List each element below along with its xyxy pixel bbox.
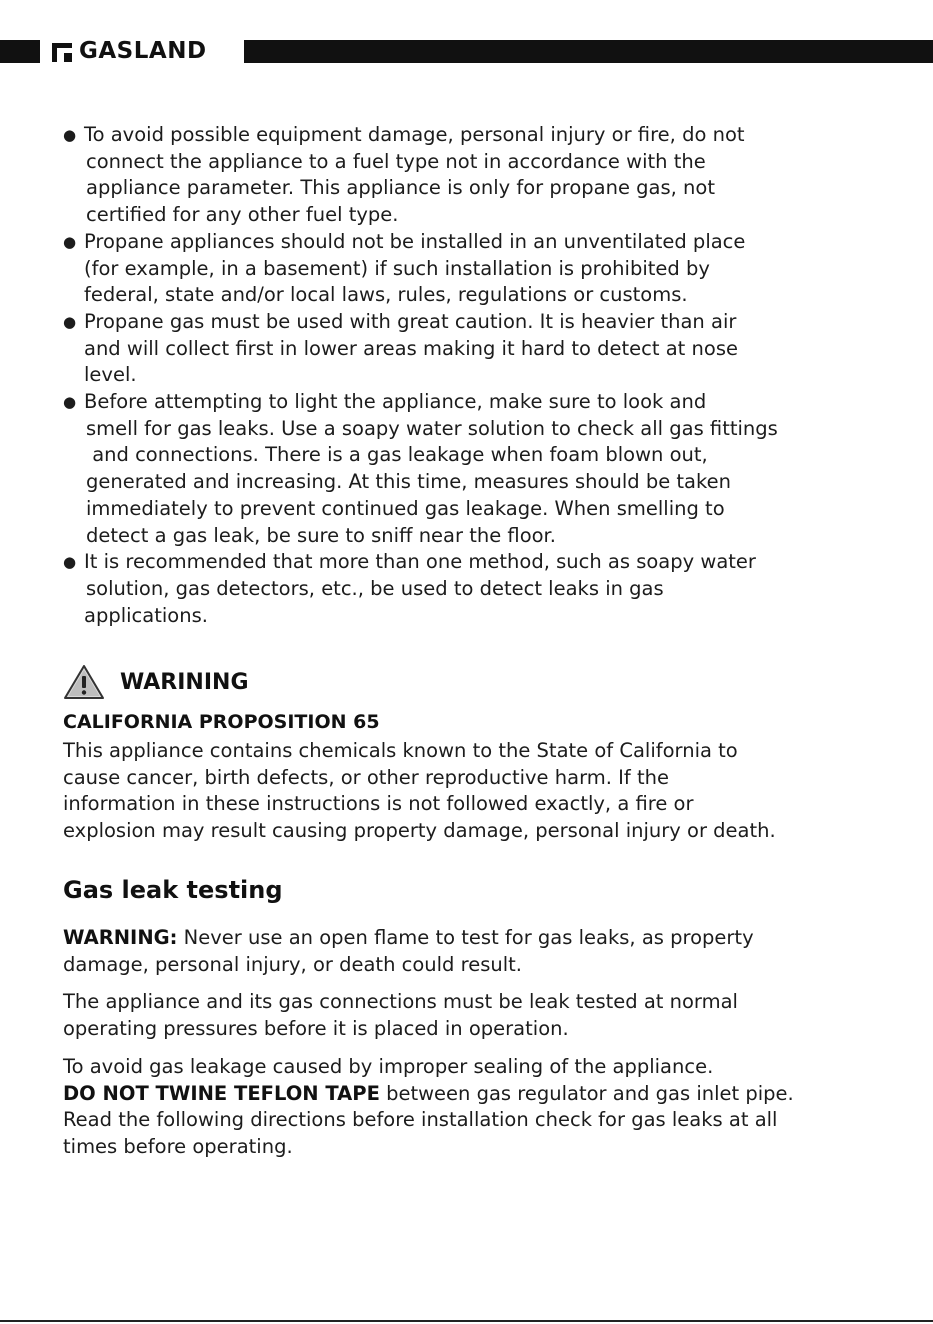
teflon-tape-paragraph — [63, 1054, 903, 1161]
text-line: times before operating. — [63, 1135, 293, 1159]
bullet-item — [63, 549, 883, 629]
header-bar — [0, 40, 933, 63]
gasland-logo-icon — [51, 41, 73, 63]
bullet-line: connect the appliance to a fuel type not in accordance with the — [86, 149, 706, 173]
bullet-line: (for example, in a basement) if such installation is prohibited by — [84, 256, 710, 280]
bullet-line: Before attempting to light the appliance, make sure to look and — [84, 390, 707, 414]
text-line: information in these instructions is not followed exactly, a fire or — [63, 792, 694, 816]
bullet-line: It is recommended that more than one method, such as soapy water — [84, 550, 756, 574]
text-line: damage, personal injury, or death could result. — [63, 952, 523, 976]
prop65-text — [63, 738, 903, 845]
brand-name: GASLAND — [79, 38, 207, 64]
bullet-item — [63, 229, 883, 309]
header-bar-left — [0, 40, 40, 63]
warning-title: WARINING — [120, 669, 249, 695]
bullet-line: Propane appliances should not be installed in an unventilated place — [84, 229, 746, 253]
bullet-line: detect a gas leak, be sure to sniff near the floor. — [86, 523, 556, 547]
warning-triangle-icon — [63, 664, 105, 700]
bullet-line: generated and increasing. At this time, measures should be taken — [86, 470, 731, 494]
bullet-line: federal, state and/or local laws, rules, regulations or customs. — [84, 283, 688, 307]
bullet-line: smell for gas leaks. Use a soapy water solution to check all gas fittings — [86, 416, 778, 440]
text-line — [63, 1081, 903, 1108]
bullet-line: applications. — [84, 603, 208, 627]
bullet-line: solution, gas detectors, etc., be used to detect leaks in gas — [86, 576, 664, 600]
warning-text: Never use an open flame to test for gas leaks, as property — [177, 926, 754, 949]
text-line: Read the following directions before installation check for gas leaks at all — [63, 1108, 778, 1132]
prop65-title: CALIFORNIA PROPOSITION 65 — [63, 711, 380, 733]
gas-leak-warning-paragraph — [63, 925, 903, 978]
header-bar-right — [244, 40, 933, 63]
bullet-dot-icon: ● — [63, 126, 77, 144]
bullet-dot-icon: ● — [63, 553, 77, 572]
bullet-item — [63, 122, 883, 229]
teflon-text: between gas regulator and gas inlet pipe. — [379, 1081, 794, 1105]
bullet-item — [63, 309, 883, 389]
brand-logo — [51, 39, 207, 64]
text-line: The appliance and its gas connections must be leak tested at normal — [63, 990, 738, 1013]
text-line: cause cancer, birth defects, or other reproductive harm. If the — [63, 765, 669, 789]
bullet-line: and will collect first in lower areas making it hard to detect at nose — [84, 336, 738, 360]
footer-rule — [0, 1320, 933, 1322]
bullet-line: immediately to prevent continued gas leakage. When smelling to — [86, 496, 725, 520]
section-title-gas-leak: Gas leak testing — [63, 876, 283, 904]
text-line: To avoid gas leakage caused by improper sealing of the appliance. — [63, 1055, 714, 1078]
warning-heading — [63, 664, 249, 700]
bullet-item — [63, 389, 883, 549]
teflon-warning: DO NOT TWINE TEFLON TAPE — [63, 1081, 380, 1105]
text-line: explosion may result causing property damage, personal injury or death. — [63, 819, 776, 843]
bullet-dot-icon: ● — [63, 393, 77, 412]
text-line — [63, 925, 903, 952]
text-line: operating pressures before it is placed in operation. — [63, 1016, 569, 1040]
text-line: This appliance contains chemicals known to the State of California to — [63, 739, 738, 762]
warning-label: WARNING: — [63, 926, 178, 949]
safety-bullet-list — [63, 122, 883, 629]
bullet-line: Propane gas must be used with great caution. It is heavier than air — [84, 309, 737, 333]
bullet-line: appliance parameter. This appliance is only for propane gas, not — [86, 176, 715, 200]
bullet-line: To avoid possible equipment damage, personal injury or fire, do not — [84, 123, 745, 146]
bullet-dot-icon: ● — [63, 232, 77, 251]
bullet-line: certified for any other fuel type. — [86, 203, 399, 227]
bullet-line: level. — [84, 363, 137, 387]
bullet-line: and connections. There is a gas leakage when foam blown out, — [86, 443, 708, 467]
leak-test-paragraph — [63, 989, 903, 1042]
bullet-dot-icon: ● — [63, 312, 77, 331]
